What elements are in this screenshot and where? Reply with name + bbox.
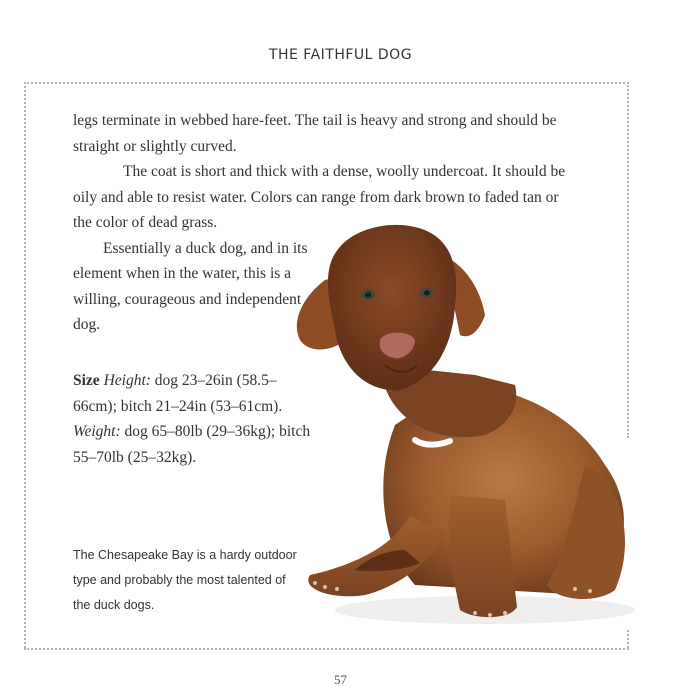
weight-text: dog 65–80lb (29–36kg); bitch 55–70lb (25–32kg). (73, 423, 311, 466)
height-label: Height: (103, 372, 151, 389)
size-specs (73, 368, 318, 470)
frame-border-top (24, 82, 629, 84)
puppy-photo (285, 215, 645, 635)
photo-caption: The Chesapeake Bay is a hardy outdoor type and probably the most talented of the duck dogs. (73, 548, 297, 612)
paragraph-1: legs terminate in webbed hare-feet. The tail is heavy and strong and should be straight or slightly curved. (73, 112, 557, 155)
weight-label: Weight: (73, 423, 121, 440)
running-header: THE FAITHFUL DOG (268, 47, 413, 63)
page-number: 57 (334, 672, 347, 687)
paragraph-2: The coat is short and thick with a dense, woolly undercoat. It should be oily and able to resist water. Colors can range from dark brown to faded tan or the color of dead grass. (73, 163, 566, 231)
frame-border-left (24, 82, 26, 648)
paragraph-3: Essentially a duck dog, and in its element when in the water, this is a willing, courageous and independent dog. (73, 239, 308, 333)
size-label: Size (73, 372, 100, 389)
height-text: dog 23–26in (58.5–66cm); bitch 21–24in (53–61cm). (73, 372, 283, 415)
frame-border-bottom (24, 648, 629, 650)
